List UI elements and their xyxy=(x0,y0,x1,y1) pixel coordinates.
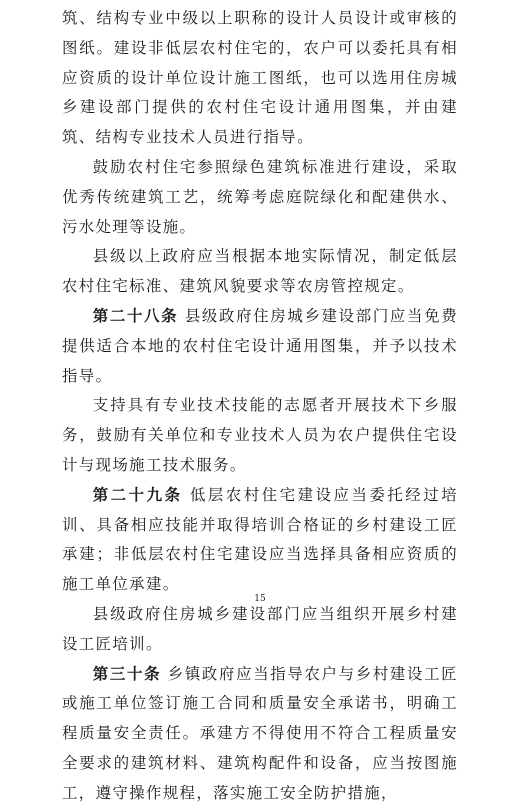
article-30 xyxy=(62,660,458,809)
article-29-text: 低层农村住宅建设应当委托经过培训、具备相应技能并取得培训合格证的乡村建设工匠承建；非低层农村住宅建设应当选择具备相应资质的施工单位承建。 xyxy=(62,485,458,594)
page-number: 15 xyxy=(254,594,266,604)
article-30-text: 乡镇政府应当指导农户与乡村建设工匠或施工单位签订施工合同和质量安全承诺书，明确工程质量安全责任。承建方不得使用不符合工程质量安全要求的建筑材料、建筑构配件和设备，应当按图施工，遵守操作规程，落实施工安全防护措施， xyxy=(62,664,458,802)
paragraph-7 xyxy=(62,600,458,660)
paragraph-3-text: 县级以上政府应当根据本地实际情况，制定低层农村住宅标准、建筑风貌要求等农房管控规定。 xyxy=(62,247,458,296)
paragraph-1 xyxy=(62,4,458,153)
article-28 xyxy=(62,302,458,391)
paragraph-3 xyxy=(62,242,458,302)
paragraph-5-text: 支持具有专业技术技能的志愿者开展技术下乡服务，鼓励有关单位和专业技术人员为农户提供住宅设计与现场施工技术服务。 xyxy=(62,396,458,474)
document-body xyxy=(62,4,458,809)
paragraph-5 xyxy=(62,391,458,480)
paragraph-2 xyxy=(62,153,458,242)
article-29 xyxy=(62,481,458,600)
paragraph-7-text: 县级政府住房城乡建设部门应当组织开展乡村建设工匠培训。 xyxy=(62,604,458,653)
article-28-text: 县级政府住房城乡建设部门应当免费提供适合本地的农村住宅设计通用图集，并予以技术指导。 xyxy=(62,306,458,385)
article-29-heading: 第二十九条 xyxy=(92,485,183,504)
paragraph-1-text: 筑、结构专业中级以上职称的设计人员设计或审核的图纸。建设非低层农村住宅的，农户可以委托具有相应资质的设计单位设计施工图纸，也可以选用住房城乡建设部门提供的农村住宅设计通用图集，并由建筑、结构专业技术人员进行指导。 xyxy=(62,9,458,147)
paragraph-2-text: 鼓励农村住宅参照绿色建筑标准进行建设，采取优秀传统建筑工艺，统筹考虑庭院绿化和配建供水、污水处理等设施。 xyxy=(62,157,458,236)
article-30-heading: 第三十条 xyxy=(92,664,162,683)
article-28-heading: 第二十八条 xyxy=(92,306,179,325)
